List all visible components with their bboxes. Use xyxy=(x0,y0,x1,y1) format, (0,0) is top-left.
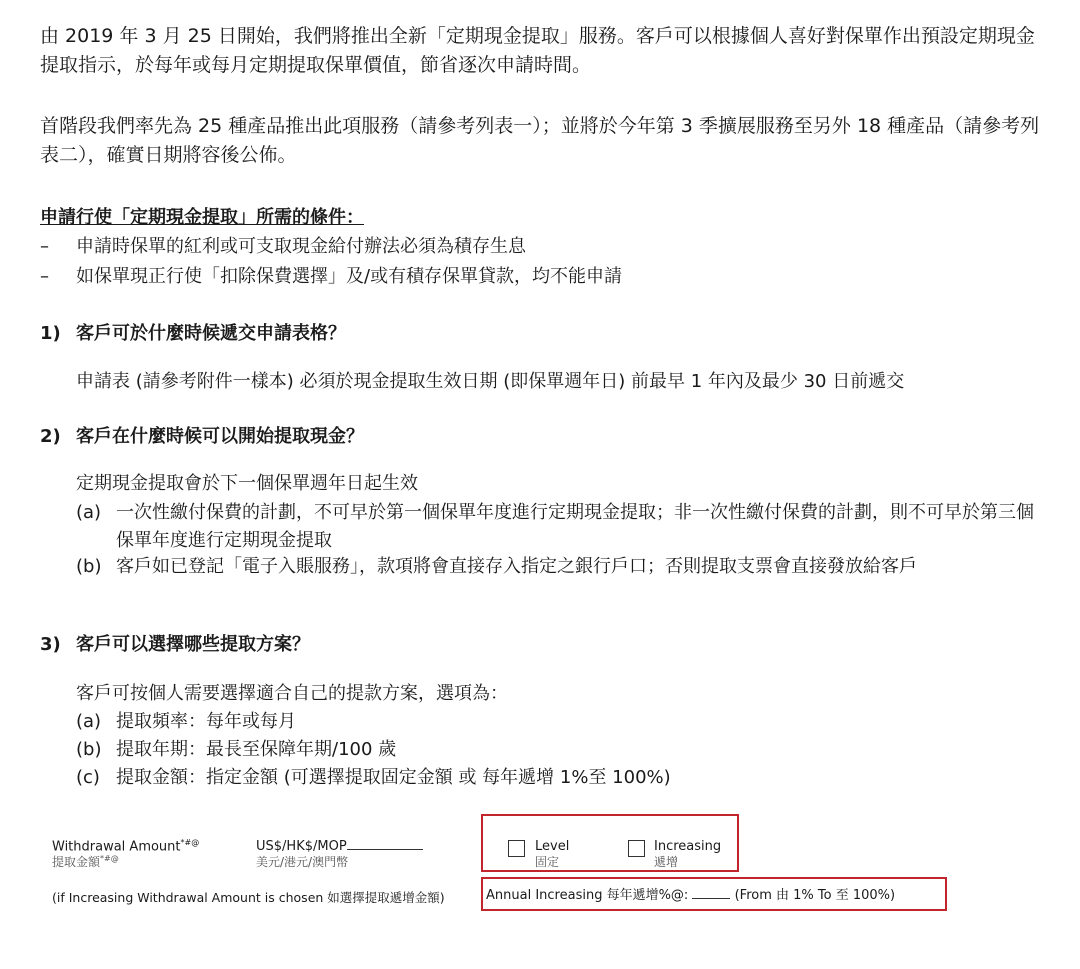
question-title: 客戶可以選擇哪些提取方案？ xyxy=(76,634,310,655)
question-2 xyxy=(40,423,364,451)
percent-range: (From 由 1% To 至 100%) xyxy=(734,888,896,903)
list-text: 提取金額：指定金額 (可選擇提取固定金額 或 每年遞增 1%至 100%) xyxy=(116,767,671,788)
list-text: 提取頻率：每年或每月 xyxy=(116,711,296,732)
currency-field[interactable] xyxy=(256,838,423,854)
withdrawal-amount-label-zh: 提取金額 xyxy=(52,855,101,869)
question-3 xyxy=(40,631,310,659)
question-title: 客戶可於什麼時候遞交申請表格？ xyxy=(76,323,346,344)
list-marker: (c) xyxy=(76,767,100,788)
currency-label-en: US$/HK$/MOP xyxy=(256,839,347,854)
question-1-answer: 申請表 (請參考附件一樣本) 必須於現金提取生效日期 (即保單週年日) 前最早 1 年內及最少 30 日前遞交 xyxy=(76,371,905,392)
condition-text: 如保單現正行使「扣除保費選擇」及/或有積存保單貸款，均不能申請 xyxy=(76,266,623,287)
increasing-label: Increasing xyxy=(654,839,722,854)
level-checkbox[interactable] xyxy=(508,840,525,857)
percent-blank[interactable] xyxy=(692,888,730,899)
question-title: 客戶在什麼時候可以開始提取現金？ xyxy=(76,426,364,447)
dash-marker: – xyxy=(40,236,49,257)
increasing-label-zh: 遞增 xyxy=(654,855,679,869)
dash-marker: – xyxy=(40,266,49,287)
increasing-checkbox[interactable] xyxy=(628,840,645,857)
footnote-marks: *#@ xyxy=(180,838,200,847)
question-number: 3) xyxy=(40,634,61,655)
condition-item xyxy=(40,233,526,261)
question-number: 2) xyxy=(40,426,61,447)
question-number: 1) xyxy=(40,323,61,344)
intro-paragraph-2: 首階段我們率先為 25 種產品推出此項服務（請參考列表一）；並將於今年第 3 季擴展服務至另外 18 種產品（請參考列表二），確實日期將容後公佈。 xyxy=(40,115,1040,166)
list-marker: (b) xyxy=(76,556,102,577)
list-marker: (b) xyxy=(76,739,102,760)
withdrawal-amount-label-zh-wrap xyxy=(52,852,119,869)
list-item xyxy=(76,708,1046,736)
intro-paragraph-1: 由 2019 年 3 月 25 日開始，我們將推出全新「定期現金提取」服務。客戶可以根據個人喜好對保單作出預設定期現金提取指示，於每年或每月定期提取保單價值，節省逐次申請時間。 xyxy=(40,25,1035,76)
list-item xyxy=(76,764,1046,792)
level-label-zh: 固定 xyxy=(535,855,560,869)
list-marker: (a) xyxy=(76,502,102,523)
annual-increasing-field[interactable] xyxy=(486,888,895,903)
condition-item xyxy=(40,263,622,291)
list-marker: (a) xyxy=(76,711,102,732)
condition-text: 申請時保單的紅利或可支取現金給付辦法必須為積存生息 xyxy=(76,236,526,257)
withdrawal-amount-label-en: Withdrawal Amount xyxy=(52,839,181,855)
currency-label-zh: 美元/港元/澳門幣 xyxy=(256,855,349,869)
level-label: Level xyxy=(535,839,570,854)
list-item xyxy=(76,553,1046,581)
list-text: 客戶如已登記「電子入賬服務」，款項將會直接存入指定之銀行戶口；否則提取支票會直接發放給客戶 xyxy=(116,556,917,577)
list-item xyxy=(76,736,1046,764)
footnote-marks: *#@ xyxy=(100,854,119,863)
annual-increasing-label: Annual Increasing 每年遞增%@: xyxy=(486,888,689,903)
amount-blank[interactable] xyxy=(347,838,423,850)
increasing-note: (if Increasing Withdrawal Amount is chosen 如選擇提取遞增金額) xyxy=(52,890,445,905)
question-3-intro: 客戶可按個人需要選擇適合自己的提款方案，選項為： xyxy=(76,683,508,704)
conditions-heading: 申請行使「定期現金提取」所需的條件： xyxy=(40,207,364,228)
list-item xyxy=(76,499,1046,555)
list-text: 提取年期：最長至保障年期/100 歲 xyxy=(116,739,397,760)
question-1 xyxy=(40,320,346,348)
list-text: 一次性繳付保費的計劃，不可早於第一個保單年度進行定期現金提取；非一次性繳付保費的計劃，則不可早於第三個保單年度進行定期現金提取 xyxy=(116,502,1034,551)
question-2-intro: 定期現金提取會於下一個保單週年日起生效 xyxy=(76,473,418,494)
